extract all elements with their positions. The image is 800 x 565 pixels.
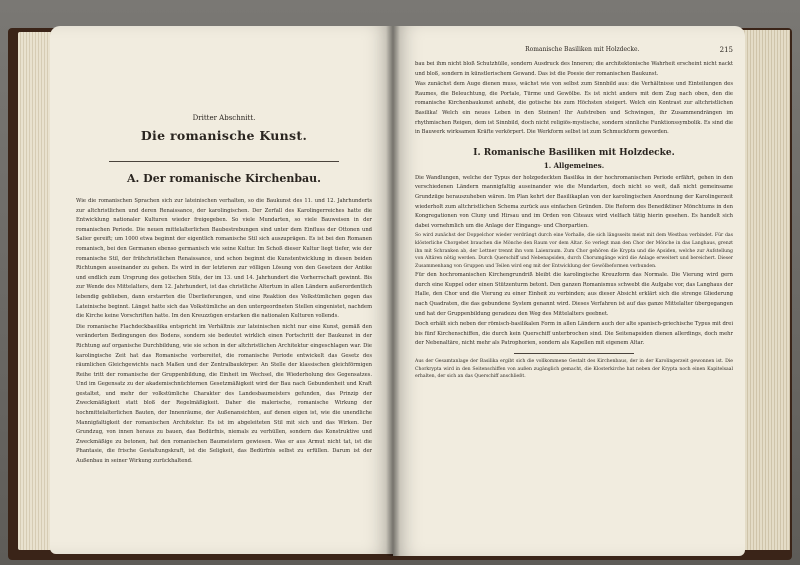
body-paragraph: Die romanische Flachdeckbasilika entspricht im Verhältnis zur lateinischen nicht nur eine Kunst, gemäß den veränderten Bedingungen des Bodens, sondern sie bedeutet wirklich einen Fortschritt der Baukunst in der Richtung auf organische Durchbildung, wie sie schon in der altchristlichen Architektur eingeschlagen war. Die karolingische Zeit hat das Romanische vorbereitet, die romanische Periode entwickelt das Gesetz des räumlichen Gleichgewichts nach Maßen und der Zentralbaukörper. An Stelle der klassischen gleichförmigen Reihe tritt der romanische der Gruppenbildung, die Einheit im Wechsel, die Wiederholung des Gegensatzes. Und im Gegensatz zu der akademischnüchternen Gesetzmäßigkeit wird der Bau nach Gebundenheit und Kraft gestaltet, und mehr der volkstümliche Charakter des Landesbaumeisters gefunden, das Prinzip der Zweckmäßigkeit statt bloß der Regelmäßigkeit. Daher die malerische, romanische Wirkung der hochmittelalterlichen Bauten, der Innenräume, der Außenansichten, auf denen eigen ist, wie die unendliche Mannigfaltigkeit der romanischen Architektur. Es ist im abgeleiteten Stil mit sich und das Wirken. Der Grundzug, von innen heraus zu bauen, das Bedürfnis, niemals zu verhüllen, sondern das Konstruktive und Zweckmäßige zu betonen, hat den romanischen Baumeistern gewiesen. Was er aus Armut nicht tat, ist die Phantasie, die frische Gestaltungskraft, ist die Seligkeit, das Bedürfnis selbst zu erfüllen. Darum ist der Außenbau in seiner Wirkung zurückhaltend.: [76, 323, 372, 465]
running-header: [415, 46, 733, 54]
footnote-rule: [514, 353, 634, 354]
body-paragraph: Für den hochromanischen Kirchengrundriß bleibt die karolingische Kreuzform das Normale. Die Vierung wird gern durch eine Kuppel oder einen Stützenturm betont. Den ganzen Romanismus schwebt die Aufgabe vor, das Langhaus der Halle, den Chor und die Vierung zu einer Einheit zu verbinden; aus dieser Absicht erklärt sich die strenge Gliederung nach Quadraten, die das gebundene System genannt wird. Dieses Verfahren ist auf das ganze Mittelalter übergegangen und hat der Gruppenbildung geradezu den Weg des Mittelalters geebnet.: [415, 272, 733, 317]
section-subtitle: 1. Allgemeines.: [543, 160, 605, 170]
title-rule: [109, 161, 339, 162]
footnote: Aus der Gesamtanlage der Basilika ergibt sich die vollkommene Gestalt des Kirchenbaus, der in der Karolingerzeit gewonnen ist. Die Chorkrypta wird in den Seitenschiffen von außen zugänglich gemacht, die Klosterkirche hat neben der Krypta noch einen Kapitelsaal erhalten, der sich an das Querschiff anschließt.: [415, 359, 733, 380]
body-paragraph: Was zunächst dem Auge dienen muss, wächst wie von selbst zum Sinnbild aus: die Verhältnisse und Einteilungen des Raumes, die Beleuchtung, die Portale, Türme und Gewölbe. Es ist nicht anders mit dem Zug nach oben, den die romanische Kirchenbaukunst anhebt, die gotische bis zum Höchsten steigert. Welch ein Kontrast zur altchristlichen Basilika! Welch ein neues Leben in den Steinen! Ihr Aufstreben und Schwingen, ihr Zusammendrängen im rhythmischen Reigen, dem ist Sinnbild, doch nicht religiös-mystische, sondern sinnliche Funktionssymbolik. Es sind die in Bauwerk wirksamen Kräfte verkörpert. Die Werkform selbst ist zum Schmuckform geworden.: [415, 81, 733, 136]
running-head: Romanische Basiliken mit Holzdecke.: [525, 46, 640, 53]
right-page: [393, 26, 745, 556]
right-page-edges: [742, 30, 790, 550]
body-paragraph: Die Wandlungen, welche der Typus der holzgedeckten Basilika in der hochromanischen Periode erfährt, gehen in den verschiedenen Ländern mannigfaltig auseinander wie die Mundarten, doch nicht so weit, daß nicht gemeinsame Grundzüge herauszuheben wären. Im Plan kehrt der Basilikaplan von der karolingischen Anordnung der Karolingerzeit wiederholt zum altchristlichen Schema zurück aus einfachen Gründen. Die Reform des Benediktiner Mönchtums in den Kongregationen von Cluny und Hirsau und im Orden von Citeaux wird vielfach tätig hierin gesehen. Es handelt sich dabei vornehmlich um die Anlage der Eingangs- und Chorpartien.: [415, 174, 733, 229]
body-paragraph: Wie die romanischen Sprachen sich zur lateinischen verhalten, so die Baukunst des 11. und 12. Jahrhunderts zur altchristlichen und deren Renaissance, der karolingischen. Der Zerfall des Karolingerreiches hatte die Entwicklung nationaler Kulturen wieder freigegeben. So viele Mundarten, so viele Bauweisen in der romanischen Periode. Die neuen mittelalterlichen Baubestrebungen sind unter dem Einfluss der Ottonen und Salier gereift; um 1000 etwa beginnt der eigentlich romanische Stil sich auszuprägen. Es ist bei den Romanen romanisch, bei den Germanen ebenso germanisch wie seine Kultur. Im Schoß dieser Kultur liegt tiefer, wie der romanische Stil, der frühchristlichen Renaissance, und schon beginnt die Kunstentwicklung in diesen beiden Richtungen auseinander zu gehen. Es wird in der letzteren zur völligen Lösung von den Gesetzen der Antike und endlich zum Ursprung des gotischen Stils, der im 13. und 14. Jahrhundert die Vorherrschaft gewinnt. Bis zur Wende des Mittelalters, dem 12. Jahrhundert, ist das christliche Altertum in allen Ländern außerordentlich lebendig geblieben, dann erstarrten die Überlieferungen, und eine Reaktion des Volkstümlichen gegen das Lateinische beginnt. Längst hatte sich das Volkstümliche an den untergeordneten Stellen eingenistet, nachdem die Kirche keine Vorschriften hatte. Im den Kreuzzügen erstarken die nationalen Kulturen vollends.: [76, 198, 372, 320]
book-gutter: [386, 26, 400, 556]
page-number: 215: [719, 46, 733, 54]
section-label: Dritter Abschnitt.: [192, 114, 256, 122]
left-page: [50, 26, 393, 554]
small-print-paragraph: So wird zunächst der Doppelchor wieder verdrängt durch eine Vorhalle, die sich längsseits meist mit dem Westbau verbindet. Für das klösterliche Chorgebet brauchen die Mönche den Raum vor dem Altar. So verlegt man den Chor der Mönche in das Langhaus, grenzt ihn mit Schranken ab, der Lettner trennt ihn vom Laienraum. Zum Chor gehören die Krypta und die Apsiden, welche zur Aufstellung von Altären nötig werden. Durch Querschiff und Nebenapsiden, durch Chorumgänge wird die Anlage erweitert und bereichert. Dieser Zusammenhang von Gruppen und Teilen wird eng mit der Entwicklung der Gewölbeformen verbunden.: [415, 233, 733, 269]
body-paragraph: Doch erhält sich neben der römisch-basilikalen Form in allen Ländern auch der alte spanisch-griechische Typus mit drei bis fünf Kirchenschiffen, die durch kein Querschiff unterbrochen sind. Die Seitenapsiden dienen allerdings, doch mehr der Nebenaltäre, nicht mehr als Patrophorien, sondern als Kapellen mit eigenem Altar.: [415, 321, 733, 347]
right-page-content: [415, 46, 733, 381]
left-page-content: [76, 114, 372, 468]
section-title: I. Romanische Basiliken mit Holzdecke.: [473, 147, 675, 158]
section-title: Die romanische Kunst.: [140, 128, 308, 143]
subsection-title: A. Der romanische Kirchenbau.: [126, 172, 322, 185]
header-spacer: [415, 46, 445, 54]
body-paragraph: bau bei ihm nicht bloß Schutzhülle, sondern Ausdruck des Inneren; die architektonische Wahrheit erscheint nicht nackt und bloß, sondern in künstlerischem Gewand. Das ist die Poesie der romanischen Baukunst.: [415, 61, 733, 77]
